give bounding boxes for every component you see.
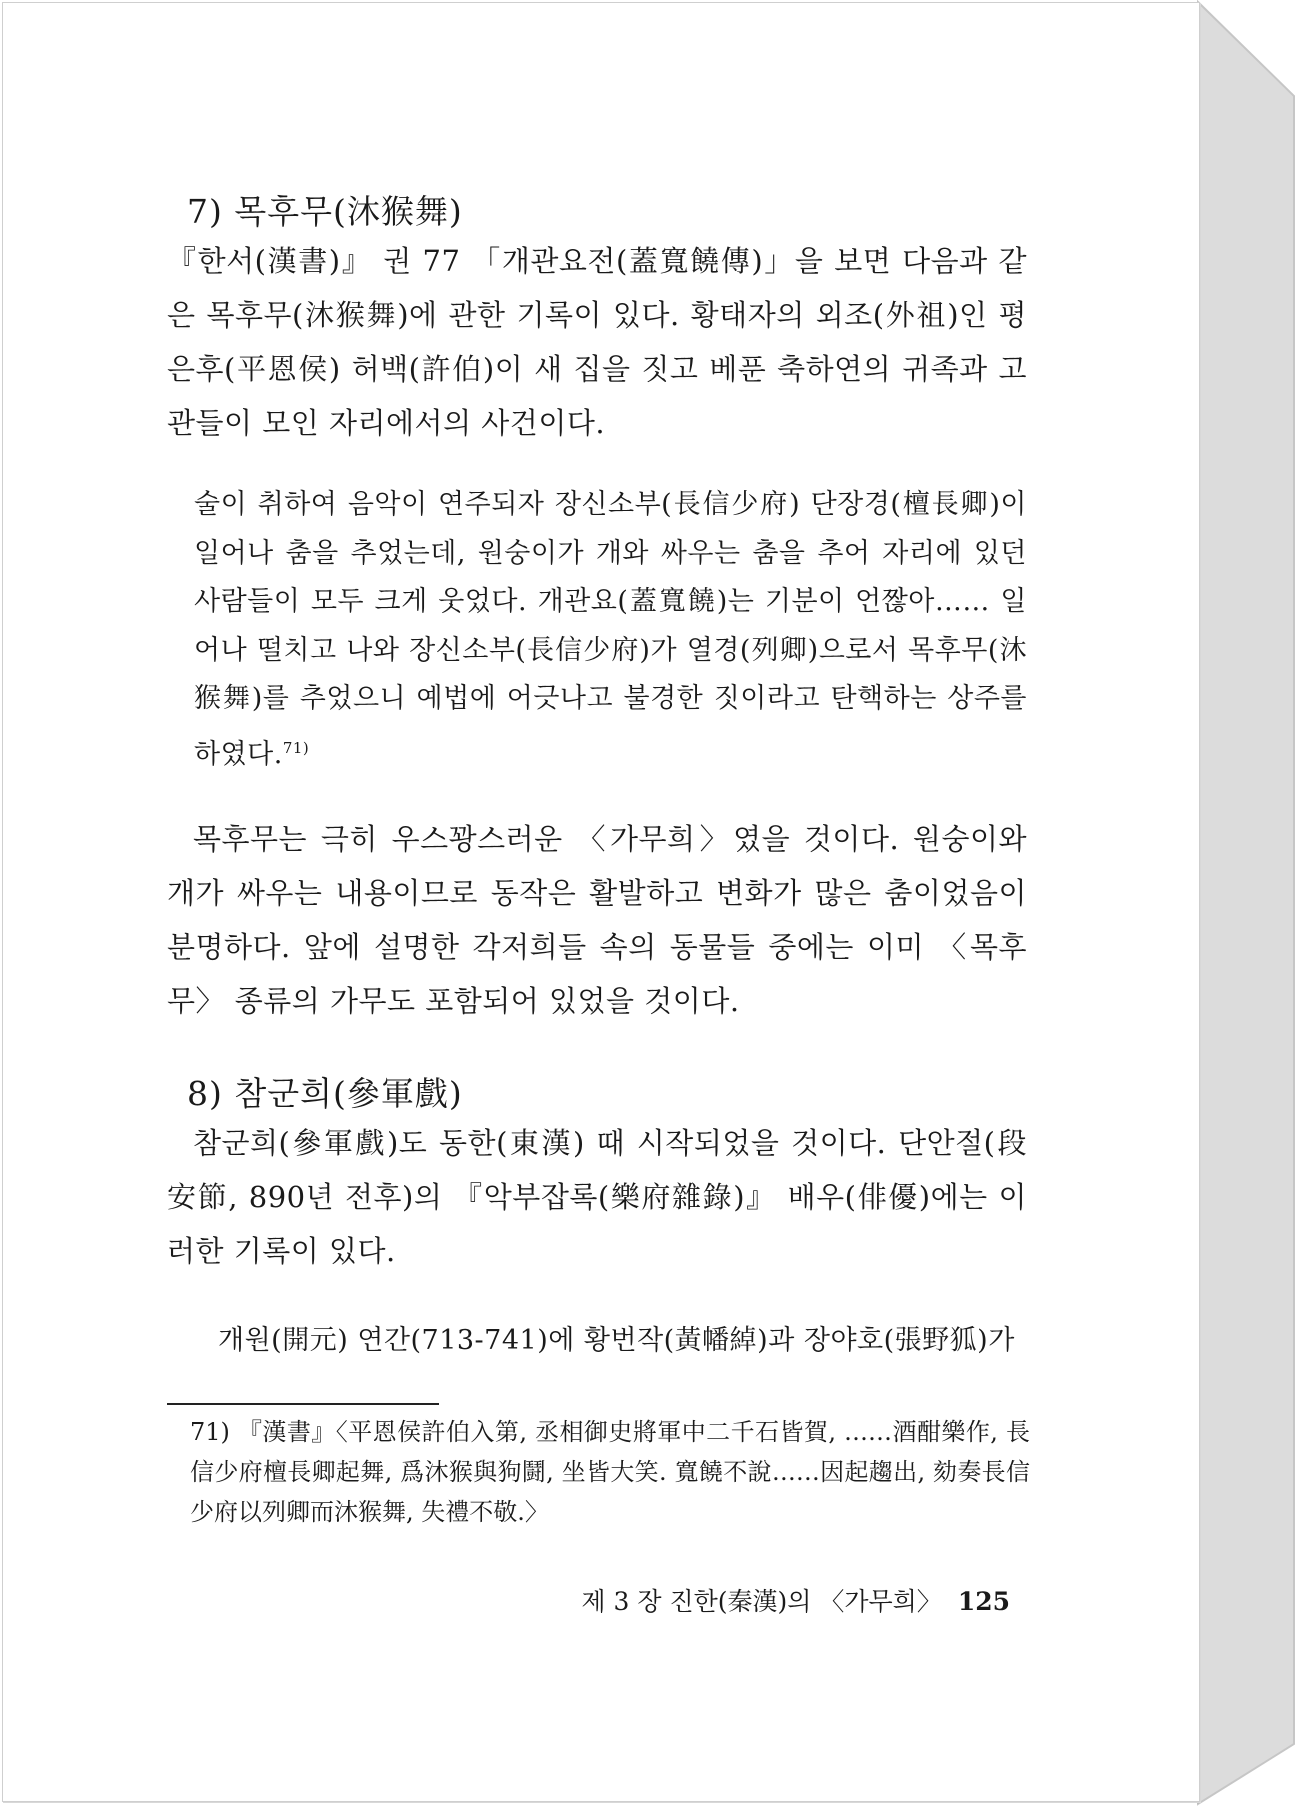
section-7-quote-text: 술이 취하여 음악이 연주되자 장신소부(長信少府) 단장경(檀長卿)이 일어나 춤을 추었는데, 원숭이가 개와 싸우는 춤을 추어 자리에 있던 사람들이 모두 크게 웃었다. 개관요(蓋寬饒)는 기분이 언짢아…… 일어나 떨치고 나와 장신소부(長信少府)가 열경(列卿)으로서 목후무(沐猴舞)를 추었으니 예법에 어긋나고 불경한 짓이라고 탄핵하는 상주를 하였다. <box>194 489 1027 770</box>
page-number: 125 <box>957 1587 1010 1616</box>
footnote-separator <box>167 1403 439 1405</box>
footnote-marker-71: 71) <box>282 738 310 757</box>
section-8-paragraph-1: 참군희(參軍戲)도 동한(東漢) 때 시작되었을 것이다. 단안절(段安節, 890년 전후)의 『악부잡록(樂府雜錄)』 배우(俳優)에는 이러한 기록이 있다. <box>167 1126 1027 1268</box>
footnote-71: 71) 『漢書』〈平恩侯許伯入第, 丞相御史將軍中二千石皆賀, ……酒酣樂作, 長信少府檀長卿起舞, 爲沐猴與狗鬪, 坐皆大笑. 寬饒不說……因起趨出, 劾奏長信少府以列卿而沐猴舞, 失禮不敬.〉 <box>190 1418 1030 1526</box>
section-7-quote <box>194 481 1027 779</box>
section-7-paragraph-1: 『한서(漢書)』 권 77 「개관요전(蓋寬饒傳)」을 보면 다음과 같은 목후무(沐猴舞)에 관한 기록이 있다. 황태자의 외조(外祖)인 평은후(平恩侯) 허백(許伯)이 새 집을 짓고 베푼 축하연의 귀족과 고관들이 모인 자리에서의 사건이다. <box>167 244 1027 440</box>
section-7-heading: 7) 목후무(沐猴舞) <box>187 192 463 231</box>
running-head: 제 3 장 진한(秦漢)의 〈가무희〉 <box>581 1587 942 1616</box>
section-8-quote: 개원(開元) 연간(713-741)에 황번작(黃幡綽)과 장야호(張野狐)가 <box>218 1325 1015 1356</box>
section-8-heading: 8) 참군희(參軍戲) <box>187 1074 463 1113</box>
page-footer <box>560 1585 1010 1619</box>
section-7-paragraph-2: 목후무는 극히 우스꽝스러운 〈가무희〉였을 것이다. 원숭이와 개가 싸우는 내용이므로 동작은 활발하고 변화가 많은 춤이었음이 분명하다. 앞에 설명한 각저희들 속의 동물들 중에는 이미 〈목후무〉 종류의 가무도 포함되어 있었을 것이다. <box>167 822 1027 1018</box>
